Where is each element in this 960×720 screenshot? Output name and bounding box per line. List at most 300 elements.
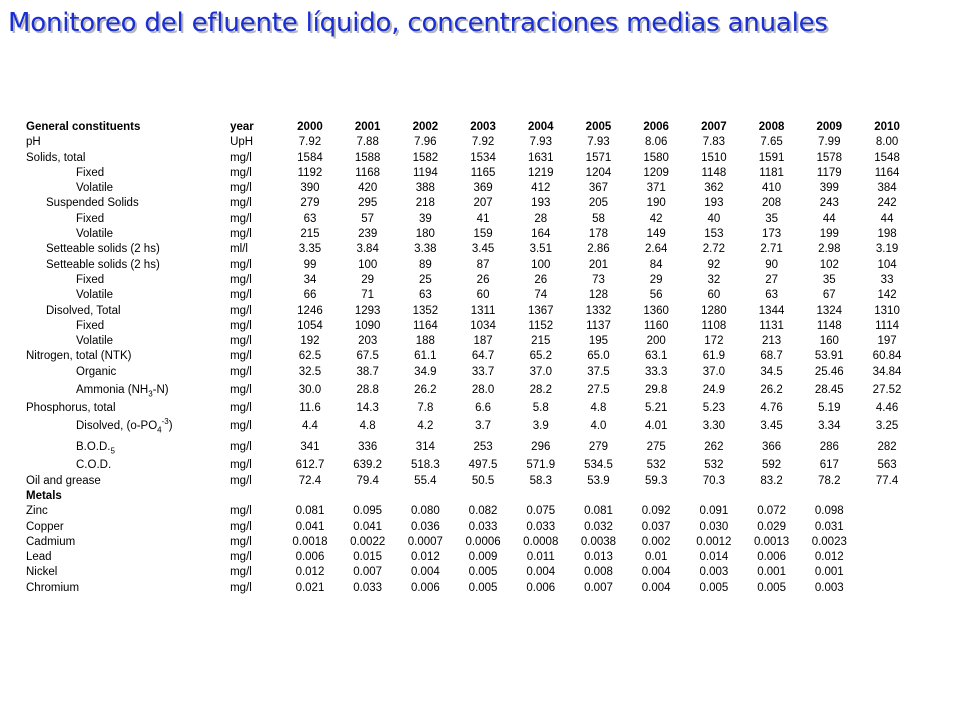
value-cell: 70.3 bbox=[702, 474, 726, 487]
table-row bbox=[26, 319, 916, 334]
value-cell: 0.006 bbox=[295, 551, 325, 564]
constituent-name: Volatile bbox=[76, 182, 114, 195]
value-cell: 612.7 bbox=[295, 459, 325, 472]
value-cell: 37.0 bbox=[702, 365, 726, 378]
value-cell: 164 bbox=[531, 228, 551, 241]
unit-cell: mg/l bbox=[230, 384, 252, 397]
unit-cell: mg/l bbox=[230, 319, 252, 332]
value-cell: 34.5 bbox=[760, 365, 783, 378]
value-cell: 399 bbox=[819, 182, 839, 195]
value-cell: 341 bbox=[300, 441, 320, 454]
value-cell: 0.072 bbox=[757, 505, 786, 518]
value-cell: 104 bbox=[877, 258, 897, 271]
value-cell: 0.012 bbox=[295, 566, 325, 579]
table-row bbox=[26, 535, 916, 550]
value-cell: 1510 bbox=[701, 151, 727, 164]
value-cell: 0.007 bbox=[353, 566, 383, 579]
value-cell: 1344 bbox=[758, 304, 785, 317]
value-cell: 0.075 bbox=[526, 505, 556, 518]
value-cell: 563 bbox=[877, 459, 897, 472]
value-cell bbox=[858, 581, 916, 596]
value-cell: 32 bbox=[707, 273, 721, 286]
unit-cell: mg/l bbox=[230, 212, 252, 225]
table-row bbox=[26, 474, 916, 489]
value-cell: 296 bbox=[531, 441, 551, 454]
value-cell: 0.029 bbox=[757, 520, 786, 533]
value-cell: 1165 bbox=[470, 166, 496, 179]
value-cell: 62.5 bbox=[298, 350, 322, 363]
value-cell: 0.092 bbox=[641, 505, 671, 518]
value-cell: 4.46 bbox=[875, 402, 899, 415]
header-year-cell: 2003 bbox=[470, 121, 496, 133]
value-cell: 79.4 bbox=[356, 474, 379, 487]
value-cell: 0.098 bbox=[814, 505, 844, 518]
value-cell: 39 bbox=[418, 212, 432, 225]
value-cell: 1588 bbox=[354, 151, 381, 164]
value-cell: 37.5 bbox=[587, 365, 610, 378]
value-cell bbox=[858, 535, 916, 550]
value-cell: 1584 bbox=[297, 151, 323, 164]
header-year: year bbox=[230, 121, 254, 133]
value-cell: 7.88 bbox=[356, 136, 379, 149]
value-cell bbox=[685, 489, 743, 504]
value-cell: 4.8 bbox=[359, 420, 376, 433]
value-cell: 63 bbox=[418, 289, 432, 302]
value-cell: 77.4 bbox=[875, 474, 899, 487]
value-cell: 1582 bbox=[412, 151, 439, 164]
constituent-name: Oil and grease bbox=[26, 474, 101, 487]
value-cell: 60 bbox=[476, 289, 490, 302]
value-cell bbox=[858, 550, 916, 565]
value-cell: 11.6 bbox=[299, 402, 321, 415]
value-cell: 25 bbox=[418, 273, 432, 286]
value-cell: 295 bbox=[358, 197, 378, 210]
value-cell: 0.007 bbox=[584, 581, 613, 594]
value-cell: 279 bbox=[588, 441, 609, 454]
value-cell: 3.45 bbox=[760, 420, 783, 433]
value-cell: 7.93 bbox=[529, 136, 552, 149]
constituent-name: Chromium bbox=[26, 581, 80, 594]
value-cell: 38.7 bbox=[356, 365, 379, 378]
value-cell bbox=[281, 489, 339, 504]
value-cell: 2.72 bbox=[702, 243, 726, 256]
value-cell: 7.99 bbox=[818, 136, 841, 149]
value-cell: 1571 bbox=[585, 151, 612, 164]
value-cell: 0.005 bbox=[468, 566, 498, 579]
value-cell: 29 bbox=[361, 273, 375, 286]
constituent-name: Organic bbox=[76, 365, 117, 378]
value-cell: 7.83 bbox=[702, 136, 726, 149]
value-cell bbox=[512, 489, 570, 504]
value-cell: 74 bbox=[534, 289, 548, 302]
value-cell: 0.031 bbox=[814, 520, 844, 533]
value-cell: 100 bbox=[358, 258, 378, 271]
value-cell: 195 bbox=[588, 335, 609, 348]
value-cell: 262 bbox=[704, 441, 724, 454]
value-cell: 1310 bbox=[874, 304, 900, 317]
header-constituent: General constituents bbox=[26, 121, 141, 133]
value-cell bbox=[743, 489, 801, 504]
table-row bbox=[26, 212, 916, 227]
value-cell: 1152 bbox=[528, 319, 554, 332]
unit-cell: mg/l bbox=[230, 520, 252, 533]
value-cell: 59.3 bbox=[644, 474, 668, 487]
value-cell: 384 bbox=[877, 182, 897, 195]
table-row bbox=[26, 565, 916, 580]
value-cell: 65.0 bbox=[587, 350, 610, 363]
table-row bbox=[26, 242, 916, 257]
value-cell: 44 bbox=[822, 212, 836, 225]
value-cell: 55.4 bbox=[414, 474, 437, 487]
value-cell: 1192 bbox=[297, 166, 323, 179]
header-year-cell: 2001 bbox=[354, 121, 381, 133]
value-cell: 4.2 bbox=[417, 420, 434, 433]
value-cell: 187 bbox=[473, 335, 493, 348]
value-cell: 1324 bbox=[816, 304, 843, 317]
constituent-name: Fixed bbox=[76, 319, 105, 332]
value-cell: 32.5 bbox=[298, 365, 322, 378]
value-cell: 0.001 bbox=[814, 566, 844, 579]
value-cell: 60 bbox=[707, 289, 721, 302]
value-cell: 67 bbox=[822, 289, 836, 302]
value-cell: 1591 bbox=[758, 151, 785, 164]
value-cell: 243 bbox=[819, 197, 839, 210]
value-cell: 173 bbox=[761, 228, 782, 241]
header-year-cell: 2007 bbox=[701, 121, 727, 133]
value-cell: 153 bbox=[704, 228, 724, 241]
value-cell: 0.0013 bbox=[753, 535, 790, 548]
value-cell: 50.5 bbox=[471, 474, 495, 487]
value-cell: 205 bbox=[588, 197, 609, 210]
value-cell: 172 bbox=[704, 335, 724, 348]
value-cell: 28 bbox=[534, 212, 548, 225]
value-cell: 532 bbox=[704, 459, 724, 472]
value-cell: 388 bbox=[415, 182, 435, 195]
value-cell: 0.037 bbox=[641, 520, 671, 533]
value-cell: 0.0012 bbox=[696, 535, 732, 548]
value-cell: 0.091 bbox=[699, 505, 729, 518]
unit-cell: mg/l bbox=[230, 505, 252, 518]
value-cell: 2.86 bbox=[587, 243, 610, 256]
constituent-name: Fixed bbox=[76, 166, 105, 179]
table-row bbox=[26, 304, 916, 319]
value-cell: 198 bbox=[877, 228, 897, 241]
unit-cell: mg/l bbox=[230, 304, 252, 317]
header-year-cell: 2005 bbox=[585, 121, 612, 133]
value-cell: 1219 bbox=[527, 166, 554, 179]
value-cell: 0.0018 bbox=[292, 535, 328, 548]
table-row bbox=[26, 334, 916, 349]
value-cell: 1194 bbox=[413, 166, 438, 179]
value-cell: 1578 bbox=[816, 151, 843, 164]
value-cell: 33.7 bbox=[471, 365, 495, 378]
value-cell: 0.033 bbox=[526, 520, 556, 533]
value-cell: 0.006 bbox=[757, 551, 786, 564]
value-cell: 7.8 bbox=[417, 402, 434, 415]
unit-cell: mg/l bbox=[230, 182, 252, 195]
value-cell: 1160 bbox=[643, 319, 669, 332]
value-cell: 410 bbox=[761, 182, 782, 195]
value-cell bbox=[454, 489, 512, 504]
value-cell: 193 bbox=[531, 197, 551, 210]
value-cell: 497.5 bbox=[468, 459, 498, 472]
value-cell: 29.8 bbox=[644, 384, 668, 397]
unit-cell: mg/l bbox=[230, 402, 252, 415]
value-cell: 192 bbox=[300, 335, 320, 348]
value-cell: 282 bbox=[877, 441, 897, 454]
value-cell: 0.006 bbox=[410, 581, 440, 594]
value-cell: 1108 bbox=[701, 319, 727, 332]
constituent-name: Disolved, Total bbox=[46, 304, 121, 317]
value-cell: 5.21 bbox=[644, 402, 668, 415]
value-cell: 5.8 bbox=[532, 402, 549, 415]
value-cell: 275 bbox=[646, 441, 666, 454]
unit-cell: UpH bbox=[230, 136, 254, 149]
value-cell: 72.4 bbox=[298, 474, 322, 487]
value-cell: 2.71 bbox=[760, 243, 783, 256]
value-cell: 61.1 bbox=[414, 350, 437, 363]
unit-cell: mg/l bbox=[230, 289, 252, 302]
value-cell: 279 bbox=[300, 197, 320, 210]
value-cell: 639.2 bbox=[353, 459, 383, 472]
value-cell: 57 bbox=[361, 212, 375, 225]
unit-cell: mg/l bbox=[230, 166, 252, 179]
value-cell: 29 bbox=[649, 273, 663, 286]
constituent-name: Setteable solids (2 hs) bbox=[46, 258, 160, 271]
value-cell bbox=[800, 489, 858, 504]
value-cell: 2.98 bbox=[818, 243, 841, 256]
value-cell: 149 bbox=[646, 228, 666, 241]
table-row bbox=[26, 550, 916, 565]
table-row bbox=[26, 135, 916, 150]
constituent-name: Lead bbox=[26, 551, 52, 564]
value-cell: 28.0 bbox=[471, 384, 495, 397]
value-cell: 0.014 bbox=[699, 551, 729, 564]
value-cell: 362 bbox=[704, 182, 724, 195]
unit-cell: mg/l bbox=[230, 350, 252, 363]
value-cell: 102 bbox=[819, 258, 839, 271]
value-cell: 30.0 bbox=[298, 384, 322, 397]
unit-cell: mg/l bbox=[230, 151, 252, 164]
value-cell: 0.005 bbox=[468, 581, 498, 594]
value-cell: 1204 bbox=[585, 166, 612, 179]
value-cell: 286 bbox=[819, 441, 839, 454]
value-cell: 1580 bbox=[643, 151, 669, 164]
value-cell: 7.92 bbox=[471, 136, 495, 149]
value-cell: 0.081 bbox=[295, 505, 325, 518]
constituent-name: Ammonia $(NH_3-N)$ bbox=[76, 384, 169, 399]
value-cell: 1367 bbox=[527, 304, 554, 317]
value-cell: 0.004 bbox=[526, 566, 556, 579]
value-cell: 7.65 bbox=[760, 136, 783, 149]
unit-cell: mg/l bbox=[230, 441, 252, 454]
value-cell: 199 bbox=[819, 228, 839, 241]
value-cell: 213 bbox=[761, 335, 782, 348]
value-cell: 390 bbox=[300, 182, 320, 195]
value-cell: 37.0 bbox=[529, 365, 552, 378]
value-cell: 201 bbox=[588, 258, 609, 271]
value-cell: 89 bbox=[418, 258, 432, 271]
unit-cell: mg/l bbox=[230, 335, 252, 348]
value-cell: 73 bbox=[592, 273, 605, 286]
table-row bbox=[26, 151, 916, 166]
value-cell: 56 bbox=[649, 289, 663, 302]
value-cell: 142 bbox=[877, 289, 897, 302]
value-cell: 4.0 bbox=[590, 420, 607, 433]
constituent-name: pH bbox=[26, 136, 41, 149]
value-cell: 4.8 bbox=[590, 402, 607, 415]
value-cell: 7.93 bbox=[587, 136, 610, 149]
value-cell: 0.009 bbox=[468, 551, 498, 564]
value-cell: 34 bbox=[303, 273, 317, 286]
value-cell: 61.9 bbox=[702, 350, 726, 363]
header-row bbox=[26, 120, 916, 135]
value-cell: 1148 bbox=[816, 319, 842, 332]
unit-cell: mg/l bbox=[230, 365, 252, 378]
value-cell: 0.081 bbox=[584, 505, 613, 518]
table-row bbox=[26, 227, 916, 242]
value-cell: 0.0038 bbox=[580, 535, 617, 548]
value-cell: 197 bbox=[877, 335, 897, 348]
value-cell: 518.3 bbox=[410, 459, 440, 472]
value-cell: 1164 bbox=[413, 319, 438, 332]
unit-cell: mg/l bbox=[230, 535, 252, 548]
value-cell: 371 bbox=[646, 182, 666, 195]
constituent-name: Setteable solids (2 hs) bbox=[46, 243, 160, 256]
value-cell: 1332 bbox=[585, 304, 612, 317]
unit-cell: mg/l bbox=[230, 258, 252, 271]
value-cell: 1246 bbox=[297, 304, 323, 317]
value-cell: 3.7 bbox=[475, 420, 492, 433]
table-row bbox=[26, 349, 916, 364]
value-cell: 253 bbox=[473, 441, 493, 454]
value-cell: 63.1 bbox=[644, 350, 668, 363]
table-row bbox=[26, 196, 916, 211]
value-cell: 3.9 bbox=[532, 420, 549, 433]
constituent-name: Nitrogen, total (NTK) bbox=[26, 350, 132, 363]
header-year-cell: 2008 bbox=[758, 121, 785, 133]
value-cell: 3.30 bbox=[702, 420, 726, 433]
value-cell: 26.2 bbox=[760, 384, 783, 397]
value-cell: 1631 bbox=[527, 151, 554, 164]
unit-cell: mg/l bbox=[230, 228, 252, 241]
value-cell: 63 bbox=[765, 289, 778, 302]
value-cell bbox=[858, 489, 916, 504]
value-cell: 42 bbox=[649, 212, 663, 225]
value-cell: 336 bbox=[358, 441, 378, 454]
value-cell: 68.7 bbox=[760, 350, 783, 363]
value-cell: 58 bbox=[592, 212, 605, 225]
value-cell: 8.00 bbox=[875, 136, 899, 149]
value-cell: 3.25 bbox=[875, 420, 899, 433]
constituent-name: Disolved, $(o-PO_4^{-3})$ bbox=[76, 417, 173, 435]
value-cell: 64.7 bbox=[471, 350, 495, 363]
value-cell: 218 bbox=[415, 197, 435, 210]
value-cell: 0.002 bbox=[641, 535, 671, 548]
value-cell: 6.6 bbox=[475, 402, 492, 415]
table-row bbox=[26, 288, 916, 303]
value-cell: 203 bbox=[358, 335, 378, 348]
value-cell: 3.34 bbox=[818, 420, 841, 433]
unit-cell: mg/l bbox=[230, 459, 252, 472]
value-cell: 0.004 bbox=[641, 566, 671, 579]
value-cell: 24.9 bbox=[702, 384, 726, 397]
constituent-name: Metals bbox=[26, 489, 62, 502]
value-cell: 26 bbox=[534, 273, 548, 286]
value-cell: 617 bbox=[819, 459, 839, 472]
value-cell: 1034 bbox=[470, 319, 496, 332]
value-cell bbox=[858, 504, 916, 519]
value-cell: 207 bbox=[473, 197, 493, 210]
value-cell: 0.012 bbox=[410, 551, 440, 564]
value-cell bbox=[570, 489, 628, 504]
value-cell: 1148 bbox=[701, 166, 727, 179]
value-cell: 44 bbox=[880, 212, 894, 225]
value-cell: 1179 bbox=[816, 166, 842, 179]
value-cell: 1352 bbox=[412, 304, 439, 317]
constituent-name: Suspended Solids bbox=[46, 197, 139, 210]
value-cell: 7.92 bbox=[298, 136, 322, 149]
value-cell: 34.84 bbox=[872, 365, 902, 378]
value-cell: 0.021 bbox=[295, 581, 325, 594]
value-cell: 0.041 bbox=[295, 520, 325, 533]
table-row bbox=[26, 365, 916, 380]
header-year-cell: 2004 bbox=[527, 121, 554, 133]
unit-cell: mg/l bbox=[230, 474, 252, 487]
value-cell: 160 bbox=[819, 335, 839, 348]
constituent-name: Zinc bbox=[26, 505, 48, 518]
effluent-table bbox=[26, 120, 916, 596]
value-cell: 0.01 bbox=[644, 551, 668, 564]
value-cell bbox=[397, 489, 455, 504]
value-cell: 5.19 bbox=[818, 402, 841, 415]
unit-cell: ml/l bbox=[230, 243, 248, 256]
value-cell: 4.4 bbox=[301, 420, 318, 433]
value-cell: 0.004 bbox=[410, 566, 440, 579]
value-cell: 3.35 bbox=[298, 243, 322, 256]
value-cell: 532 bbox=[646, 459, 666, 472]
value-cell: 178 bbox=[588, 228, 609, 241]
table-row bbox=[26, 258, 916, 273]
value-cell: 90 bbox=[765, 258, 778, 271]
value-cell: 1168 bbox=[355, 166, 381, 179]
value-cell: 314 bbox=[415, 441, 435, 454]
header-year-cell: 2010 bbox=[874, 121, 900, 133]
value-cell: 3.45 bbox=[471, 243, 495, 256]
value-cell: 215 bbox=[300, 228, 320, 241]
unit-cell: mg/l bbox=[230, 551, 252, 564]
value-cell: 1534 bbox=[470, 151, 496, 164]
constituent-name: Volatile bbox=[76, 289, 114, 302]
value-cell: 65.2 bbox=[529, 350, 552, 363]
value-cell: 41 bbox=[476, 212, 490, 225]
value-cell: 0.012 bbox=[814, 551, 844, 564]
value-cell: 28.2 bbox=[529, 384, 552, 397]
table-row bbox=[26, 581, 916, 596]
table-row bbox=[26, 416, 916, 437]
value-cell: 78.2 bbox=[818, 474, 841, 487]
value-cell: 592 bbox=[761, 459, 782, 472]
value-cell: 1054 bbox=[297, 319, 323, 332]
value-cell: 571.9 bbox=[526, 459, 556, 472]
value-cell: 0.005 bbox=[757, 581, 786, 594]
value-cell: 8.06 bbox=[644, 136, 668, 149]
value-cell bbox=[627, 489, 685, 504]
value-cell: 0.004 bbox=[641, 581, 671, 594]
unit-cell: mg/l bbox=[230, 273, 252, 286]
value-cell: 188 bbox=[415, 335, 435, 348]
value-cell: 0.0008 bbox=[523, 535, 559, 548]
